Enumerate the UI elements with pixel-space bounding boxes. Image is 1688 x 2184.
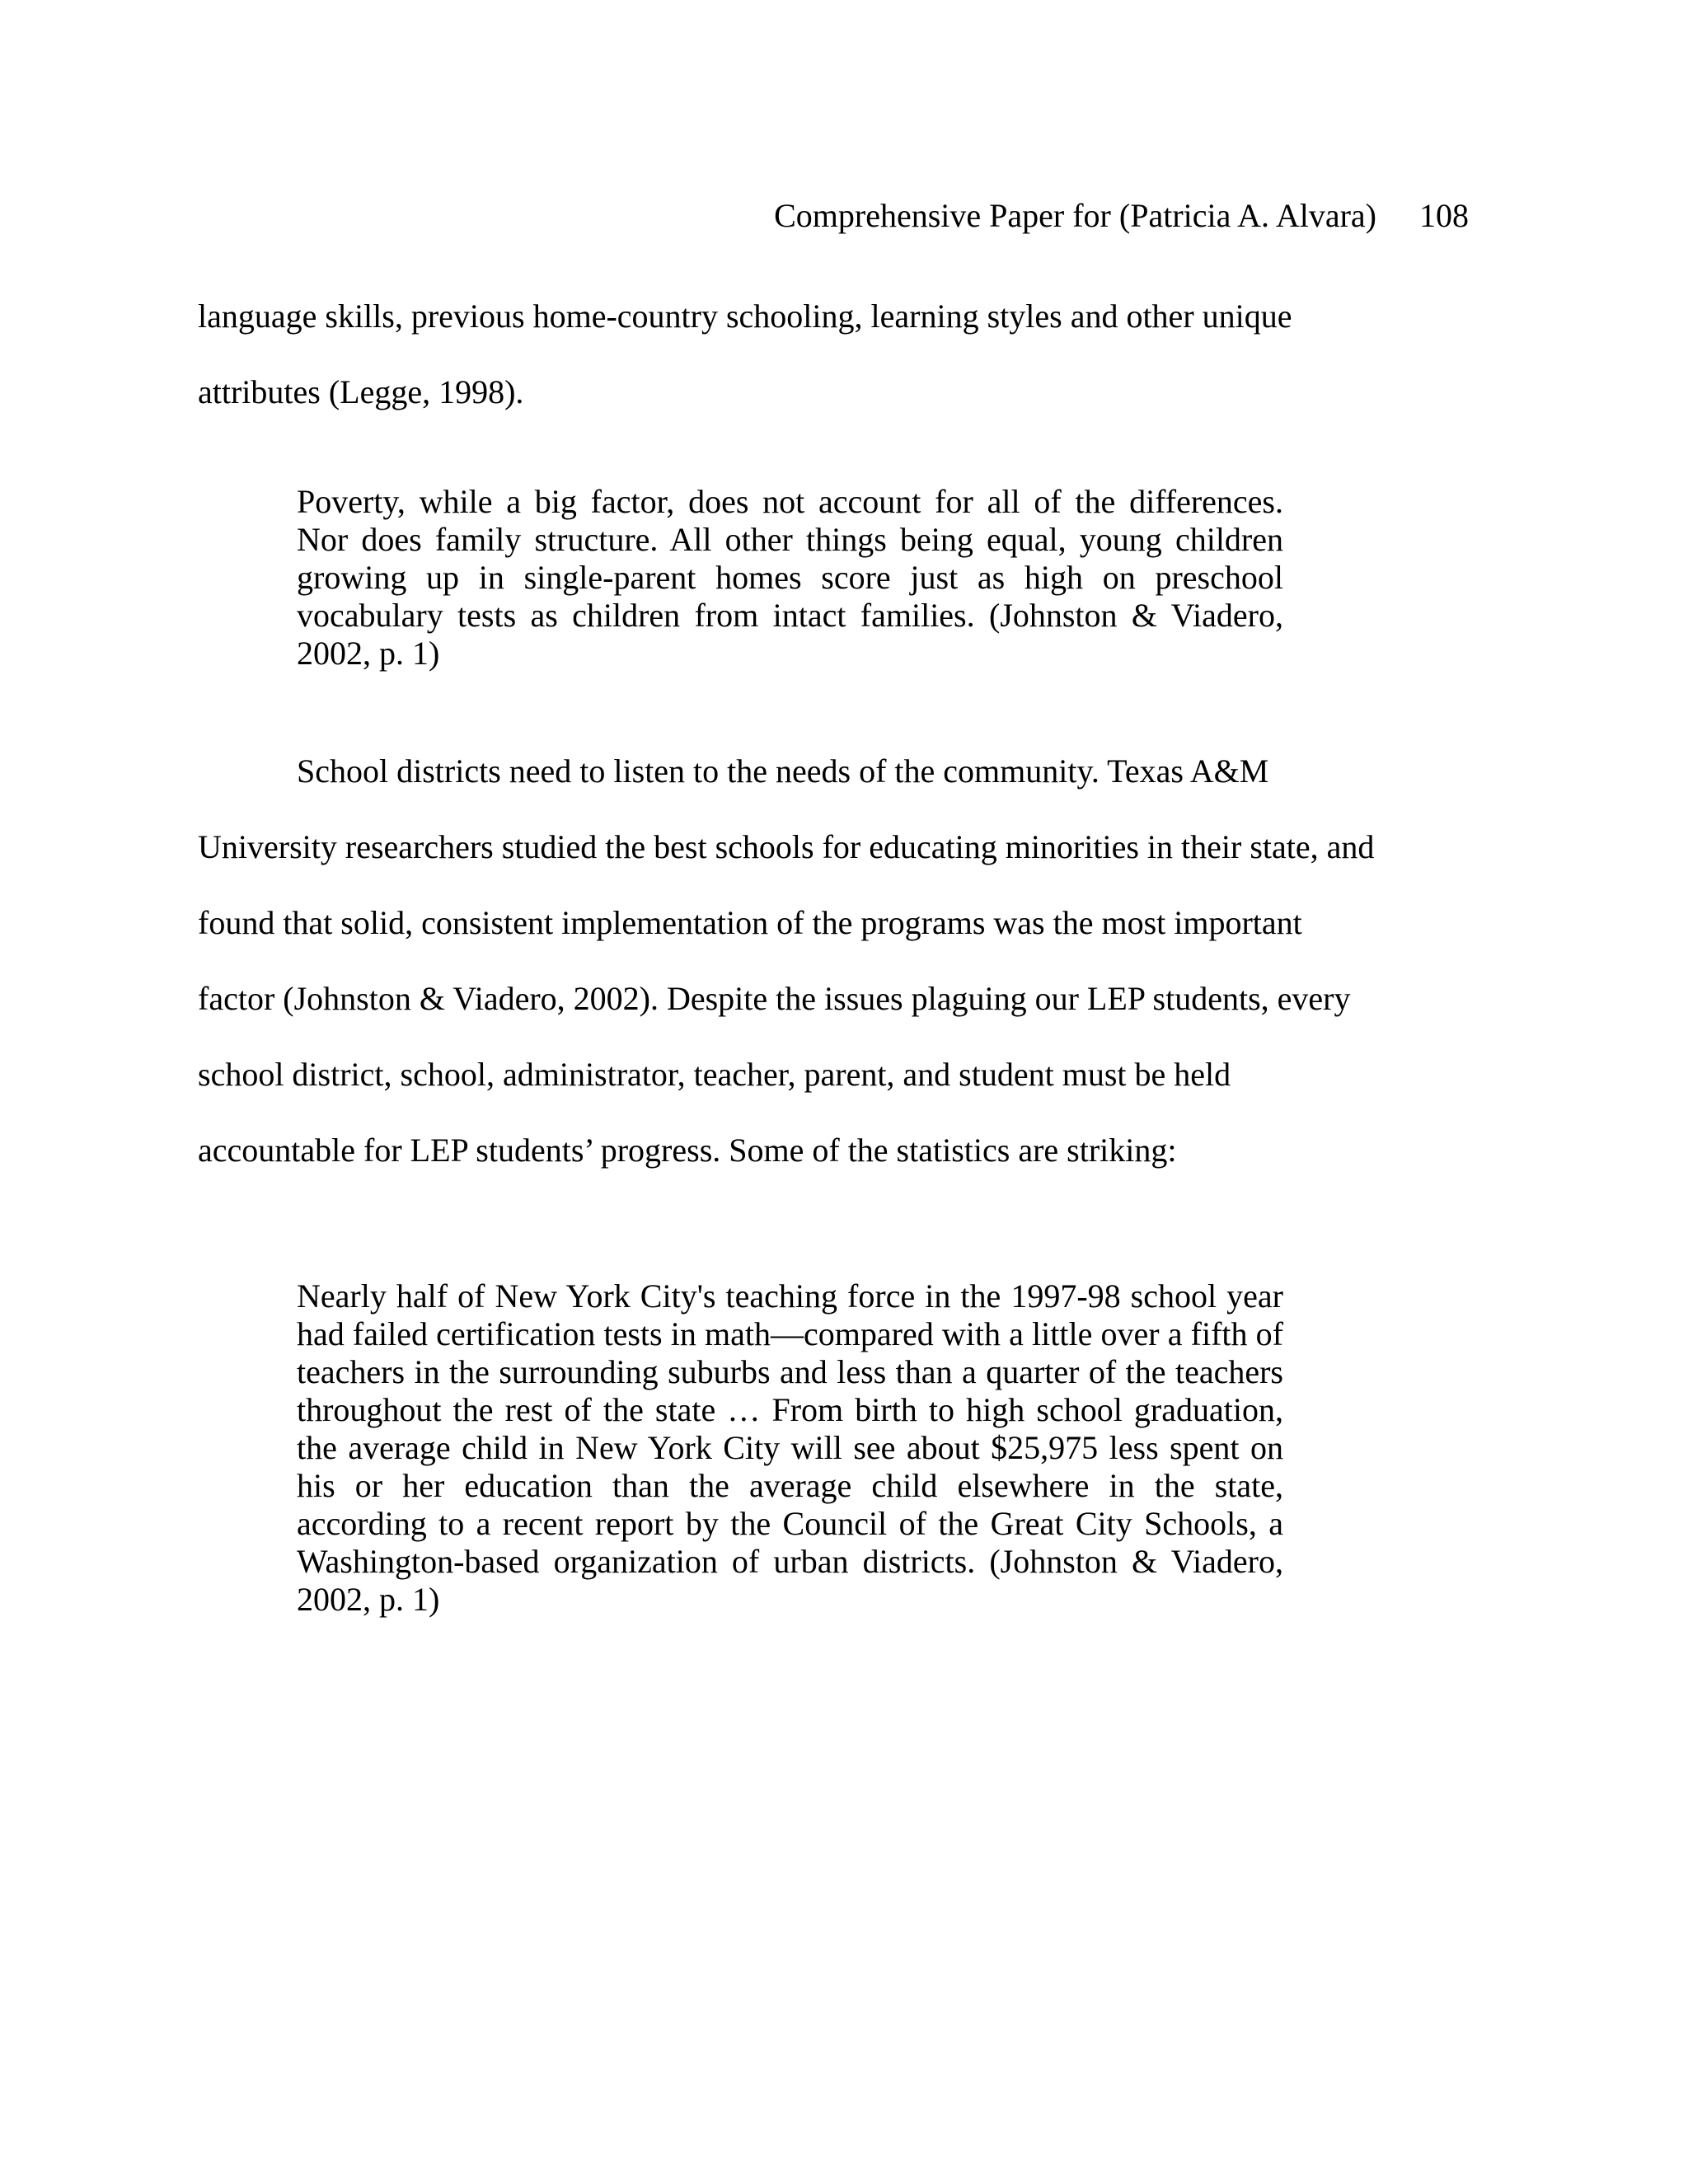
quote-line: had failed certification tests in math—compared with a little over a fifth of [297,1315,1283,1352]
quote-line: Washington-based organization of urban districts. (Johnston & Viadero, [297,1543,1283,1580]
block-quote-new-york [297,1277,1283,1619]
block-quote-poverty [297,483,1283,673]
running-head [774,196,1469,236]
running-title: Comprehensive Paper for (Patricia A. Alvara) [774,197,1376,234]
paragraph-line: language skills, previous home-country schooling, learning styles and other unique [198,298,1292,335]
paragraph-school-districts [198,733,1374,1188]
paragraph-line: accountable for LEP students’ progress. Some of the statistics are striking: [198,1132,1177,1169]
quote-line: his or her education than the average child elsewhere in the state, [297,1467,1283,1504]
quote-line: Nearly half of New York City's teaching force in the 1997-98 school year [297,1277,1283,1315]
paragraph-continued [198,279,1292,430]
page-number: 108 [1419,197,1469,234]
quote-line: according to a recent report by the Council of the Great City Schools, a [297,1505,1283,1542]
paragraph-line: found that solid, consistent implementation of the programs was the most important [198,904,1302,941]
quote-line: growing up in single-parent homes score just as high on preschool [297,559,1283,596]
paragraph-line: School districts need to listen to the needs of the community. Texas A&M [297,752,1269,790]
paragraph-line: school district, school, administrator, teacher, parent, and student must be held [198,1056,1231,1093]
paragraph-line: factor (Johnston & Viadero, 2002). Despite the issues plaguing our LEP students, every [198,980,1351,1017]
paragraph-line: attributes (Legge, 1998). [198,373,524,410]
quote-line: throughout the rest of the state … From birth to high school graduation, [297,1391,1283,1428]
quote-line: 2002, p. 1) [297,1581,440,1618]
quote-line: the average child in New York City will see about $25,975 less spent on [297,1429,1283,1466]
quote-line: Nor does family structure. All other things being equal, young children [297,521,1283,558]
quote-line: vocabulary tests as children from intact families. (Johnston & Viadero, [297,597,1283,634]
quote-line: Poverty, while a big factor, does not account for all of the differences. [297,483,1283,520]
quote-line: teachers in the surrounding suburbs and less than a quarter of the teachers [297,1353,1283,1390]
paragraph-line: University researchers studied the best schools for educating minorities in their state, and [198,828,1375,865]
quote-line: 2002, p. 1) [297,635,440,672]
